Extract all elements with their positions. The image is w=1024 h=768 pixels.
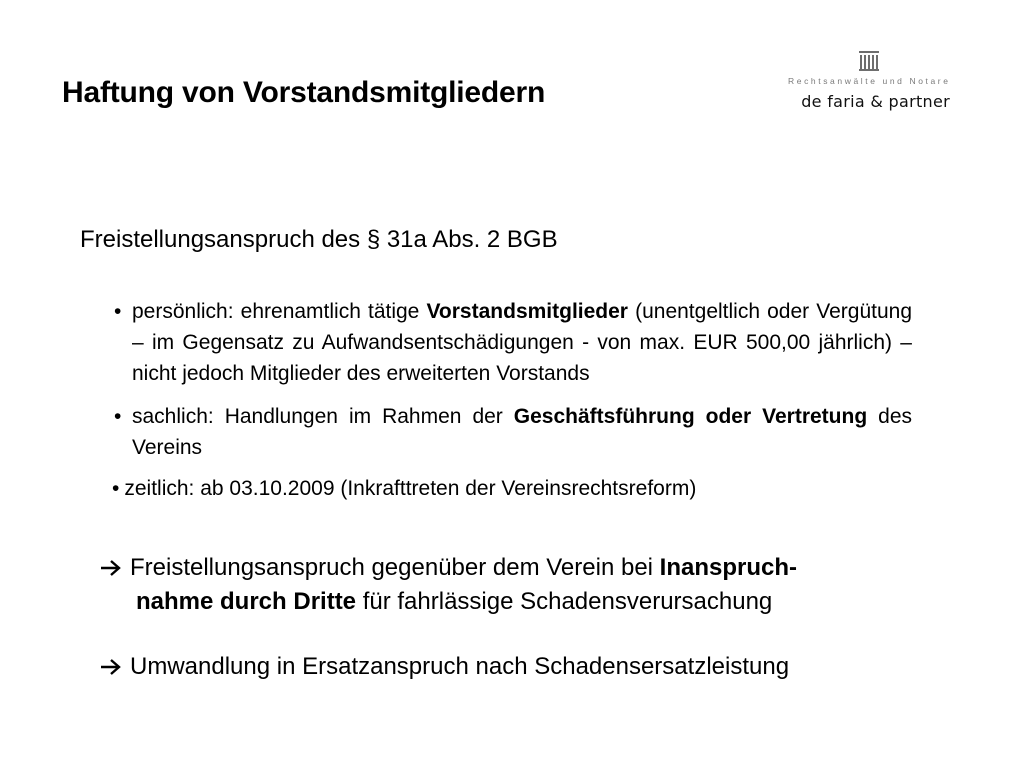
bullet-text: sachlich: Handlungen im Rahmen der [132,405,514,428]
page-title: Haftung von Vorstandsmitgliedern [62,76,546,109]
bullet-text: persönlich: ehrenamtlich tätige [132,300,427,323]
conclusion-umwandlung [100,650,789,684]
bullet-zeitlich [112,473,912,504]
bullet-persoenlich [112,296,912,389]
logo-tagline: Rechtsanwälte und Notare [788,76,951,86]
building-columns-icon [858,50,880,72]
arrow-right-icon [100,551,130,585]
bullet-text: zeitlich: ab 03.10.2009 (Inkrafttreten der Vereinsrechtsreform) [124,477,697,500]
bullet-marker: • [112,477,120,500]
logo-name: de faria & partner [801,92,950,111]
conclusion-text: für fahrlässige Schadensverursachung [356,588,773,615]
bullet-text: des Vereins [132,405,913,459]
firm-logo [770,48,950,118]
conclusion-bold-text: Inanspruch- [659,554,798,581]
conclusion-text: Umwandlung in Ersatzanspruch nach Schadensersatzleistung [130,653,790,680]
conclusion-text: Freistellungsanspruch gegenüber dem Verein bei [130,554,660,581]
section-heading: Freistellungsanspruch des § 31a Abs. 2 BGB [80,226,558,253]
bullet-text: (unentgeltlich oder Vergütung – im Gegensatz zu Aufwandsentschädigungen - von max. EUR 500,00 jährlich) – nicht jedoch Mitglieder des erweiterten Vorstands [132,300,912,385]
arrow-right-icon [100,650,130,684]
bullet-bold-text: Vorstandsmitglieder [426,300,628,323]
bullet-list [112,296,912,504]
bullet-marker: • [114,300,122,323]
conclusion-freistellung [100,551,945,619]
bullet-sachlich [112,401,912,463]
bullet-bold-text: Geschäftsführung oder Vertretung [513,405,868,428]
bullet-marker: • [114,405,122,428]
conclusion-bold-text: nahme durch Dritte [136,588,357,615]
